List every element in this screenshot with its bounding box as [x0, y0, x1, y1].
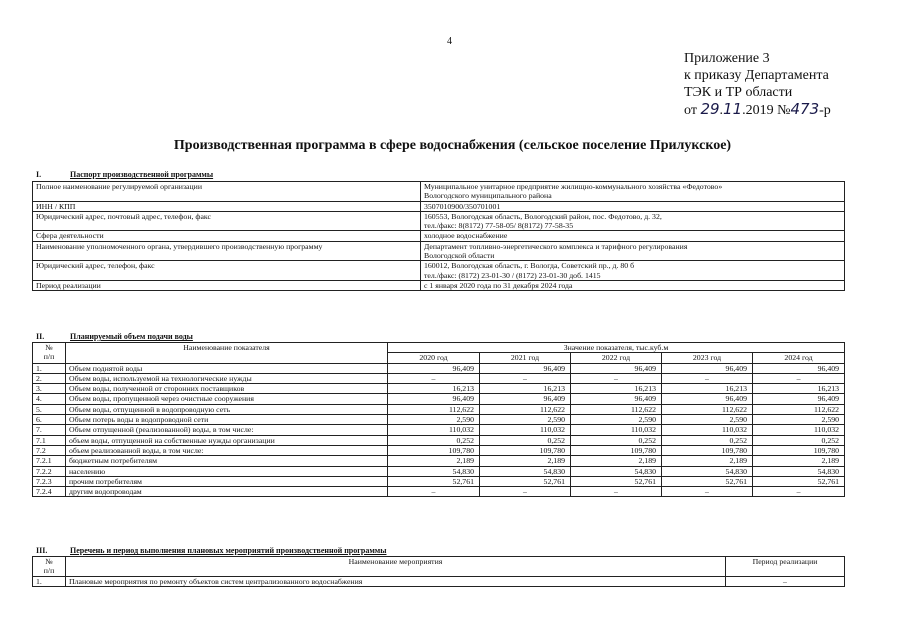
passport-table	[32, 181, 845, 291]
passport-value-line: Вологодской области	[424, 251, 495, 261]
volume-row-num: 2.	[33, 373, 66, 383]
volume-cell: –	[480, 373, 571, 383]
volume-col-num: № п/п	[33, 343, 66, 364]
volume-row	[33, 476, 845, 486]
passport-label: Юридический адрес, почтовый адрес, телефон, факс	[33, 211, 421, 231]
year-header: 2023 год	[662, 353, 753, 363]
passport-row	[33, 201, 845, 211]
volume-cell: –	[753, 487, 845, 497]
volume-cell: 16,213	[571, 384, 662, 394]
order-suffix: -р	[819, 103, 831, 118]
volume-row-name: населению	[66, 466, 388, 476]
appendix-line-1: Приложение 3	[684, 51, 770, 66]
volume-cell: –	[388, 487, 480, 497]
volume-cell: –	[388, 373, 480, 383]
passport-label: Сфера деятельности	[33, 231, 421, 241]
volume-col-value: Значение показателя, тыс.куб.м	[388, 343, 845, 353]
volume-row-num: 7.2	[33, 445, 66, 455]
volume-row-name: Объем воды, полученной от сторонних поставщиков	[66, 384, 388, 394]
passport-row	[33, 241, 845, 261]
volume-row-num: 5.	[33, 404, 66, 414]
passport-label: ИНН / КПП	[33, 201, 421, 211]
passport-value	[421, 261, 845, 281]
volume-row-num: 7.2.1	[33, 456, 66, 466]
volume-cell: 0,252	[662, 435, 753, 445]
volume-cell: –	[480, 487, 571, 497]
volume-row-num: 7.1	[33, 435, 66, 445]
volume-cell: 2,189	[662, 456, 753, 466]
year-header: 2022 год	[571, 353, 662, 363]
water-volume-table	[32, 342, 845, 497]
section-2-number: II.	[36, 332, 45, 341]
date-year: .2019 №	[742, 103, 791, 118]
volume-cell: 54,830	[388, 466, 480, 476]
volume-cell: 96,409	[388, 363, 480, 373]
volume-cell: 0,252	[571, 435, 662, 445]
volume-row	[33, 425, 845, 435]
volume-cell: –	[662, 487, 753, 497]
volume-row-num: 4.	[33, 394, 66, 404]
passport-row	[33, 280, 845, 290]
volume-cell: 96,409	[480, 394, 571, 404]
passport-row	[33, 261, 845, 281]
passport-value-line: с 1 января 2020 года по 31 декабря 2024 года	[424, 280, 573, 290]
volume-cell: 96,409	[662, 363, 753, 373]
passport-label: Полное наименование регулируемой организации	[33, 182, 421, 202]
section-1-heading	[36, 170, 213, 179]
volume-row-num: 1.	[33, 363, 66, 373]
volume-row-name: прочим потребителям	[66, 476, 388, 486]
volume-row	[33, 435, 845, 445]
volume-row-name: Объем воды, отпущенной в водопроводную сеть	[66, 404, 388, 414]
order-number: 473	[790, 100, 820, 118]
passport-value-line: Муниципальное унитарное предприятие жилищно-коммунального хозяйства «Федотово»	[424, 182, 723, 191]
volume-row	[33, 373, 845, 383]
section-3-heading	[36, 546, 386, 555]
year-header: 2021 год	[480, 353, 571, 363]
passport-value-line: 160553, Вологодская область, Вологодский район, пос. Федотово, д. 32,	[424, 211, 662, 221]
volume-cell: 109,780	[388, 445, 480, 455]
volume-cell: 2,189	[480, 456, 571, 466]
volume-cell: 109,780	[753, 445, 845, 455]
passport-value	[421, 211, 845, 231]
activity-num: 1.	[33, 576, 66, 586]
volume-col-name: Наименование показателя	[66, 343, 388, 364]
activity-name: Плановые мероприятия по ремонту объектов систем централизованного водоснабжения	[66, 576, 726, 586]
appendix-line-3: ТЭК и ТР области	[684, 85, 793, 100]
passport-value-line: Вологодского муниципального района	[424, 191, 552, 201]
volume-cell: 2,189	[388, 456, 480, 466]
volume-row-name: Объем отпущенной (реализованной) воды, в том числе:	[66, 425, 388, 435]
volume-cell: 96,409	[753, 363, 845, 373]
volume-cell: 52,761	[571, 476, 662, 486]
volume-cell: 96,409	[753, 394, 845, 404]
activities-col-period: Период реализации	[726, 557, 845, 577]
volume-cell: 110,032	[388, 425, 480, 435]
volume-row-name: объем воды, отпущенной на собственные нужды организации	[66, 435, 388, 445]
appendix-date-line: от 29.11.2019 №473-р	[684, 100, 831, 118]
volume-row	[33, 487, 845, 497]
date-day: 29	[700, 100, 720, 118]
section-2-heading	[36, 332, 193, 341]
passport-label: Юридический адрес, телефон, факс	[33, 261, 421, 281]
volume-cell: 52,761	[388, 476, 480, 486]
volume-cell: 54,830	[662, 466, 753, 476]
volume-cell: 54,830	[480, 466, 571, 476]
activities-col-name: Наименование мероприятия	[66, 557, 726, 577]
volume-cell: 0,252	[388, 435, 480, 445]
appendix-line-2: к приказу Департамента	[684, 68, 829, 83]
volume-row-num: 7.2.2	[33, 466, 66, 476]
volume-cell: 52,761	[662, 476, 753, 486]
year-header: 2020 год	[388, 353, 480, 363]
passport-value-line: тел./факс: 8(8172) 77-58-05/ 8(8172) 77-58-35	[424, 221, 574, 231]
volume-row-num: 3.	[33, 384, 66, 394]
volume-row	[33, 415, 845, 425]
date-prefix: от	[684, 103, 697, 118]
volume-cell: 2,189	[753, 456, 845, 466]
volume-cell: 96,409	[388, 394, 480, 404]
volume-row-name: Объем поднятой воды	[66, 363, 388, 373]
volume-cell: 0,252	[480, 435, 571, 445]
volume-cell: 2,590	[571, 415, 662, 425]
volume-cell: 110,032	[480, 425, 571, 435]
volume-cell: 2,590	[753, 415, 845, 425]
volume-cell: 52,761	[753, 476, 845, 486]
volume-row-name: объем реализованной воды, в том числе:	[66, 445, 388, 455]
volume-cell: 112,622	[571, 404, 662, 414]
volume-cell: 54,830	[753, 466, 845, 476]
volume-cell: 96,409	[571, 394, 662, 404]
volume-cell: 96,409	[480, 363, 571, 373]
section-3-title: Перечень и период выполнения плановых мероприятий производственной программы	[70, 546, 387, 555]
volume-cell: 112,622	[480, 404, 571, 414]
passport-label: Период реализации	[33, 280, 421, 290]
date-month: 11	[723, 100, 743, 118]
volume-row-num: 7.2.4	[33, 487, 66, 497]
volume-cell: 109,780	[662, 445, 753, 455]
volume-row	[33, 394, 845, 404]
volume-row-num: 7.2.3	[33, 476, 66, 486]
volume-cell: 2,189	[571, 456, 662, 466]
passport-value	[421, 241, 845, 261]
passport-value	[421, 280, 845, 290]
volume-row-num: 6.	[33, 415, 66, 425]
volume-row-num: 7.	[33, 425, 66, 435]
activity-period: –	[726, 576, 845, 586]
passport-value-line: 3507010900/350701001	[424, 201, 501, 211]
volume-cell: 2,590	[388, 415, 480, 425]
volume-row-name: другим водопроводам	[66, 487, 388, 497]
passport-row	[33, 182, 845, 202]
volume-cell: 2,590	[480, 415, 571, 425]
activities-col-num: № п/п	[33, 557, 66, 577]
volume-cell: 2,590	[662, 415, 753, 425]
volume-cell: 16,213	[388, 384, 480, 394]
section-1-title: Паспорт производственной программы	[70, 170, 214, 179]
document-title: Производственная программа в сфере водоснабжения (сельское поселение Прилукское)	[173, 138, 732, 153]
passport-value	[421, 231, 845, 241]
volume-cell: 54,830	[571, 466, 662, 476]
passport-row	[33, 231, 845, 241]
volume-cell: 96,409	[571, 363, 662, 373]
passport-value-line: Департамент топливно-энергетического комплекса и тарифного регулирования	[424, 241, 688, 251]
activities-table	[32, 556, 845, 587]
passport-value	[421, 201, 845, 211]
volume-row	[33, 363, 845, 373]
volume-row-name: Объем воды, пропущенной через очистные сооружения	[66, 394, 388, 404]
page-number: 4	[447, 36, 452, 47]
section-1-number: I.	[36, 170, 42, 179]
section-2-title: Планируемый объем подачи воды	[70, 332, 193, 341]
volume-cell: –	[662, 373, 753, 383]
volume-row	[33, 404, 845, 414]
year-header: 2024 год	[753, 353, 845, 363]
volume-row	[33, 445, 845, 455]
passport-value	[421, 182, 845, 202]
volume-cell: 110,032	[662, 425, 753, 435]
volume-cell: 110,032	[571, 425, 662, 435]
volume-cell: 109,780	[571, 445, 662, 455]
volume-cell: –	[571, 487, 662, 497]
activity-row	[33, 576, 845, 586]
volume-row	[33, 456, 845, 466]
passport-label: Наименование уполномоченного органа, утвердившего производственную программу	[33, 241, 421, 261]
volume-row-name: Объем потерь воды в водопроводной сети	[66, 415, 388, 425]
volume-cell: 16,213	[480, 384, 571, 394]
volume-cell: 112,622	[753, 404, 845, 414]
volume-cell: 110,032	[753, 425, 845, 435]
volume-row-name: бюджетным потребителям	[66, 456, 388, 466]
volume-cell: 112,622	[662, 404, 753, 414]
volume-cell: –	[571, 373, 662, 383]
volume-row	[33, 466, 845, 476]
volume-cell: 16,213	[662, 384, 753, 394]
passport-value-line: холодное водоснабжение	[424, 231, 508, 241]
passport-value-line: 160012, Вологодская область, г. Вологда, Советский пр., д. 80 б	[424, 261, 635, 271]
section-3-number: III.	[36, 546, 48, 555]
volume-cell: 96,409	[662, 394, 753, 404]
volume-cell: 16,213	[753, 384, 845, 394]
passport-row	[33, 211, 845, 231]
volume-cell: 0,252	[753, 435, 845, 445]
volume-cell: –	[753, 373, 845, 383]
volume-cell: 52,761	[480, 476, 571, 486]
volume-cell: 109,780	[480, 445, 571, 455]
volume-row	[33, 384, 845, 394]
volume-row-name: Объем воды, используемой на технологические нужды	[66, 373, 388, 383]
volume-cell: 112,622	[388, 404, 480, 414]
appendix-block	[684, 50, 831, 119]
passport-value-line: тел./факс: (8172) 23-01-30 / (8172) 23-01-30 доб. 1415	[424, 270, 601, 280]
